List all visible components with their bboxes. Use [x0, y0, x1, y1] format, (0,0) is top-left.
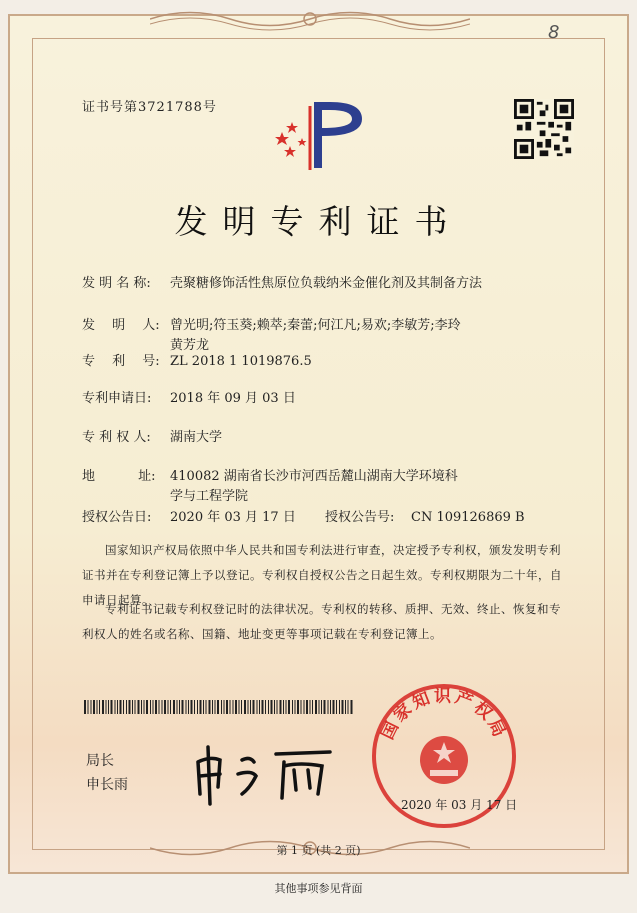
filing-date-label: 专利申请日: [82, 391, 152, 406]
cnipa-logo-icon [270, 92, 380, 172]
invention-name-value: 壳聚糖修饰活性焦原位负载纳米金催化剂及其制备方法 [170, 276, 483, 291]
paragraph-legal-status: 专利证书记载专利权登记时的法律状况。专利权的转移、质押、无效、终止、恢复和专利权人的姓名或名称、国籍、地址变更等事项记载在专利登记簿上。 [82, 602, 561, 641]
national-emblem-icon [420, 736, 468, 784]
announcement-no-value: CN 109126869 B [411, 510, 525, 525]
page-number: 第 1 页 (共 2 页) [276, 844, 361, 857]
svg-text:国家知识产权局 [378, 686, 511, 742]
handwritten-mark: 8 [548, 22, 560, 43]
paragraph-grant: 国家知识产权局依照中华人民共和国专利法进行审查，决定授予专利权，颁发发明专利证书并在专利登记簿上予以登记。专利权自授权公告之日起生效。专利权期限为二十年，自申请日起算。 [82, 543, 562, 607]
inventors-label: 发 明 人: [82, 318, 160, 333]
patentee-value: 湖南大学 [170, 430, 223, 445]
top-ornament [150, 6, 470, 32]
signatory-title: 局长 [86, 753, 114, 769]
qr-code-icon [514, 99, 574, 159]
announcement-date-label: 授权公告日: [82, 510, 152, 525]
certificate-number: 证书号第3721788号 [82, 100, 217, 115]
address-value: 410082 湖南省长沙市河西岳麓山湖南大学环境科学与工程学院 [170, 469, 458, 504]
footer-note: 其他事项参见背面 [274, 882, 363, 895]
patent-no-value: ZL 2018 1 1019876.5 [170, 354, 312, 369]
barcode-icon [84, 700, 356, 714]
handwritten-signature-icon [190, 732, 340, 807]
patent-no-label: 专 利 号: [82, 354, 160, 369]
seal-date: 2020 年 03 月 17 日 [401, 798, 518, 812]
announcement-date-value: 2020 年 03 月 17 日 [170, 510, 296, 525]
announcement-no-label: 授权公告号: [325, 510, 395, 525]
address-label: 地 址: [82, 469, 156, 484]
inventors-value: 曾光明;符玉葵;赖萃;秦蕾;何江凡;易欢;李敏芳;李玲黄芳龙 [170, 318, 461, 353]
patentee-label: 专 利 权 人: [82, 430, 151, 445]
invention-name-label: 发 明 名 称: [82, 276, 151, 291]
certificate-title: 发明专利证书 [174, 202, 463, 241]
filing-date-value: 2018 年 09 月 03 日 [170, 391, 296, 406]
signatory-name: 申长雨 [86, 777, 128, 793]
seal-text: 国家知识产权局 [377, 686, 511, 743]
